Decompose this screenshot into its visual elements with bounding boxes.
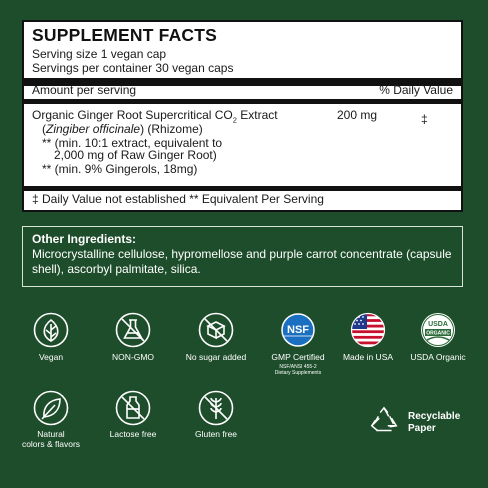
servings-per-container: Servings per container 30 vegan caps [32, 61, 234, 75]
non-gmo-flask-icon [115, 312, 151, 348]
natural-label-line2: colors & flavors [21, 439, 81, 449]
serving-size: Serving size 1 vegan cap [32, 47, 167, 61]
lactose-free-label: Lactose free [109, 429, 157, 439]
gluten-free-label: Gluten free [194, 429, 238, 439]
divider-bottom [24, 186, 461, 191]
recycle-icon [367, 405, 401, 439]
other-ingredients-title: Other Ingredients: [32, 232, 137, 246]
extract-note-line1: ** (min. 10:1 extract, equivalent to [42, 136, 223, 150]
organic-logo-text: ORGANIC [426, 330, 450, 337]
ingredient-amount: 200 mg [337, 108, 378, 122]
vegan-label: Vegan [38, 352, 64, 362]
other-ingredients-box [22, 226, 463, 287]
scientific-name: (Zingiber officinale) (Rhizome) [42, 122, 203, 136]
ingredient-daily-value: ‡ [421, 112, 428, 126]
facts-title: SUPPLEMENT FACTS [32, 25, 218, 45]
footnote: ‡ Daily Value not established ** Equivalent Per Serving [32, 192, 324, 206]
lactose-free-bottle-icon [115, 390, 151, 426]
usda-logo-text: USDA [428, 321, 448, 328]
nsf-logo-icon [280, 312, 316, 348]
no-sugar-label: No sugar added [185, 352, 247, 362]
natural-leaf-icon [33, 390, 69, 426]
gingerols-note: ** (min. 9% Gingerols, 18mg) [42, 162, 198, 176]
ingredient-name: Organic Ginger Root Supercritical $CO_2$ Extract [32, 108, 278, 125]
gmp-standard-line1: NSF/ANSI 455-2 [279, 364, 317, 370]
supplement-facts-panel [22, 20, 463, 212]
gmp-standard-line2: Dietary Supplements [274, 370, 322, 376]
gmp-certified-label: GMP Certified [271, 352, 325, 362]
usda-organic-seal-icon [420, 312, 456, 348]
gluten-free-wheat-icon [198, 390, 234, 426]
non-gmo-label: NON-GMO [111, 352, 155, 362]
made-in-usa-label: Made in USA [342, 352, 394, 362]
daily-value-header: % Daily Value [379, 83, 453, 97]
natural-label-line1: Natural [37, 429, 65, 439]
divider-medium [24, 99, 461, 104]
recyclable-label: Recyclable Paper [408, 411, 461, 434]
vegan-leaf-icon [33, 312, 69, 348]
usda-organic-label: USDA Organic [410, 352, 466, 362]
nsf-logo-text: NSF [287, 324, 309, 336]
other-ingredients-text: Microcrystalline cellulose, hypromellose and purple carrot concentrate (capsule shell), ascorbyl palmitate, silica. [32, 247, 452, 276]
no-sugar-cube-icon [198, 312, 234, 348]
amount-header: Amount per serving [32, 83, 137, 97]
extract-note-line2: 2,000 mg of Raw Ginger Root) [54, 148, 217, 162]
usa-flag-icon [350, 312, 386, 348]
